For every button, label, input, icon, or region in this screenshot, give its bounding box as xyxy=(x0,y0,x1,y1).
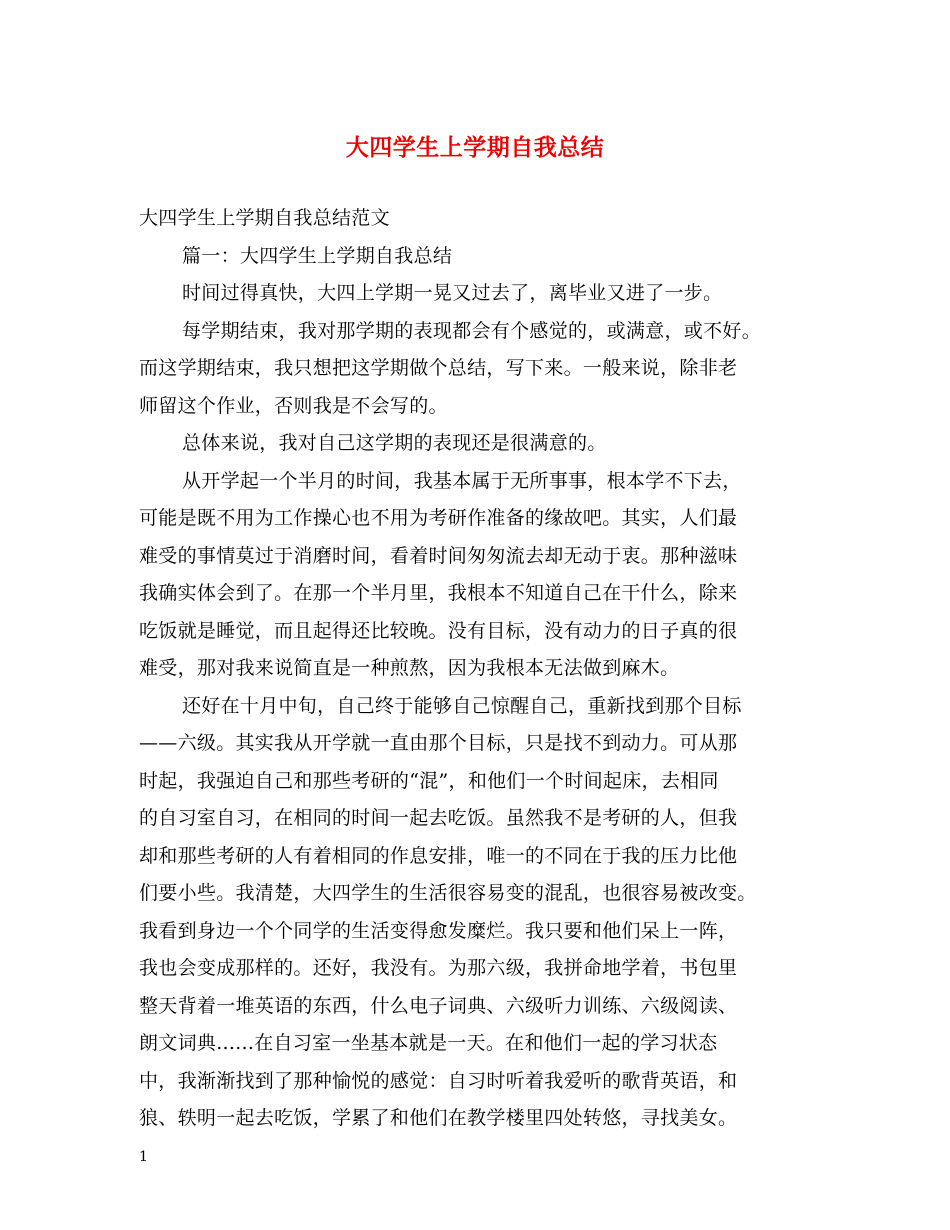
text-line: 可能是既不用为工作操心也不用为考研作准备的缘故吧。其实，人们最 xyxy=(139,507,738,529)
text-line: 难受的事情莫过于消磨时间，看着时间匆匆流去却无动于衷。那种滋味 xyxy=(139,544,738,567)
text-line: 每学期结束，我对那学期的表现都会有个感觉的，或满意，或不好。 xyxy=(182,319,762,342)
text-line: 时间过得真快，大四上学期一晃又过去了，离毕业又进了一步。 xyxy=(182,282,723,304)
document-body xyxy=(139,200,839,1138)
text-line: 大四学生上学期自我总结范文 xyxy=(139,207,390,229)
text-line: 总体来说，我对自己这学期的表现还是很满意的。 xyxy=(182,432,607,454)
text-line: 们要小些。我清楚，大四学生的生活很容易变的混乱，也很容易被改变。 xyxy=(139,882,757,904)
text-line: 时起，我强迫自己和那些考研的“混”，和他们一个时间起床，去相同 xyxy=(139,769,719,792)
text-line: 我也会变成那样的。还好，我没有。为那六级，我拼命地学着，书包里 xyxy=(139,957,738,979)
text-line: 篇一：大四学生上学期自我总结 xyxy=(182,244,453,267)
document-title: 大四学生上学期自我总结 xyxy=(345,134,605,161)
text-line: 我看到身边一个个同学的生活变得愈发糜烂。我只要和他们呆上一阵， xyxy=(139,919,738,942)
text-line: 而这学期结束，我只想把这学期做个总结，写下来。一般来说，除非老 xyxy=(139,357,738,379)
text-line: 我确实体会到了。在那一个半月里，我根本不知道自己在干什么，除来 xyxy=(139,582,738,604)
text-line: 的自习室自习，在相同的时间一起去吃饭。虽然我不是考研的人，但我 xyxy=(139,807,738,829)
page-number: 1 xyxy=(139,1149,148,1165)
text-line: ——六级。其实我从开学就一直由那个目标，只是找不到动力。可从那 xyxy=(139,732,738,754)
text-line: 吃饭就是睡觉，而且起得还比较晚。没有目标，没有动力的日子真的很 xyxy=(139,619,738,642)
text-line: 朗文词典......在自习室一坐基本就是一天。在和他们一起的学习状态 xyxy=(139,1032,718,1054)
text-line: 却和那些考研的人有着相同的作息安排，唯一的不同在于我的压力比他 xyxy=(139,844,738,867)
text-line: 师留这个作业，否则我是不会写的。 xyxy=(139,394,448,417)
text-line: 难受，那对我来说简直是一种煎熬，因为我根本无法做到麻木。 xyxy=(139,657,680,679)
text-line: 从开学起一个半月的时间，我基本属于无所事事，根本学不下去， xyxy=(182,469,742,492)
text-line: 整天背着一堆英语的东西，什么电子词典、六级听力训练、六级阅读、 xyxy=(139,994,738,1017)
text-line: 中，我渐渐找到了那种愉悦的感觉：自习时听着我爱听的歌背英语，和 xyxy=(139,1069,738,1092)
text-line: 狼、轶明一起去吃饭，学累了和他们在教学楼里四处转悠，寻找美女。 xyxy=(139,1107,738,1129)
text-line: 还好在十月中旬，自己终于能够自己惊醒自己，重新找到那个目标 xyxy=(182,694,742,717)
